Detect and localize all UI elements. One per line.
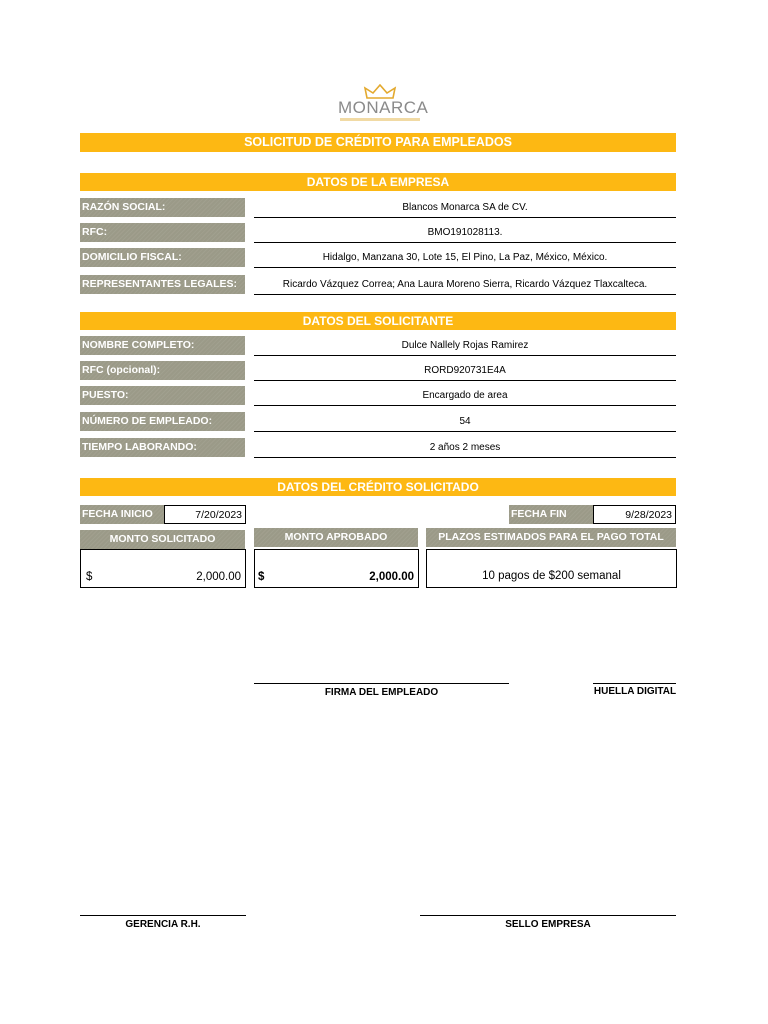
label-fecha-inicio: FECHA INICIO bbox=[80, 505, 164, 524]
label-fecha-fin: FECHA FIN bbox=[509, 505, 593, 524]
signature-line-gerencia bbox=[80, 915, 246, 916]
signature-line-empleado bbox=[254, 683, 509, 684]
currency-symbol: $ bbox=[258, 571, 265, 583]
value-fecha-inicio[interactable]: 7/20/2023 bbox=[164, 505, 246, 524]
header-monto-solicitado: MONTO SOLICITADO bbox=[80, 530, 245, 549]
value-rfc-empresa[interactable]: BMO191028113. bbox=[254, 223, 676, 243]
signature-line-huella bbox=[593, 683, 676, 684]
value-fecha-fin[interactable]: 9/28/2023 bbox=[593, 505, 676, 524]
signature-line-sello bbox=[420, 915, 676, 916]
label-firma-empleado: FIRMA DEL EMPLEADO bbox=[324, 687, 439, 698]
monto-solicitado-box[interactable] bbox=[80, 549, 246, 588]
label-gerencia-rh: GERENCIA R.H. bbox=[125, 919, 201, 930]
value-domicilio-fiscal[interactable]: Hidalgo, Manzana 30, Lote 15, El Pino, La Paz, México, México. bbox=[254, 248, 676, 268]
label-tiempo-laborando: TIEMPO LABORANDO: bbox=[80, 438, 245, 457]
value-monto-aprobado: 2,000.00 bbox=[369, 571, 414, 583]
value-plazos: 10 pagos de $200 semanal bbox=[482, 570, 621, 582]
form-title: SOLICITUD DE CRÉDITO PARA EMPLEADOS bbox=[80, 133, 676, 152]
label-rfc-empresa: RFC: bbox=[80, 223, 245, 242]
value-nombre-completo[interactable]: Dulce Nallely Rojas Ramirez bbox=[254, 336, 676, 356]
label-huella-digital: HUELLA DIGITAL bbox=[593, 686, 677, 697]
label-nombre-completo: NOMBRE COMPLETO: bbox=[80, 336, 245, 355]
section-header-credito: DATOS DEL CRÉDITO SOLICITADO bbox=[80, 478, 676, 496]
logo-tagline-mark bbox=[340, 118, 420, 121]
value-rfc-solicitante[interactable]: RORD920731E4A bbox=[254, 361, 676, 381]
value-puesto[interactable]: Encargado de area bbox=[254, 386, 676, 406]
label-razon-social: RAZÓN SOCIAL: bbox=[80, 198, 245, 217]
label-numero-empleado: NÚMERO DE EMPLEADO: bbox=[80, 412, 245, 431]
label-representantes: REPRESENTANTES LEGALES: bbox=[80, 275, 245, 294]
plazos-box[interactable] bbox=[426, 549, 677, 588]
header-monto-aprobado: MONTO APROBADO bbox=[254, 528, 418, 547]
value-monto-solicitado: 2,000.00 bbox=[196, 571, 241, 583]
label-rfc-solicitante: RFC (opcional): bbox=[80, 361, 245, 380]
company-logo bbox=[330, 82, 430, 124]
section-header-empresa: DATOS DE LA EMPRESA bbox=[80, 173, 676, 191]
label-puesto: PUESTO: bbox=[80, 386, 245, 405]
logo-text: MONARCA bbox=[338, 98, 429, 117]
value-razon-social[interactable]: Blancos Monarca SA de CV. bbox=[254, 198, 676, 218]
value-numero-empleado[interactable]: 54 bbox=[254, 412, 676, 432]
value-tiempo-laborando[interactable]: 2 años 2 meses bbox=[254, 438, 676, 458]
value-representantes[interactable]: Ricardo Vázquez Correa; Ana Laura Moreno Sierra, Ricardo Vázquez Tlaxcalteca. bbox=[254, 275, 676, 295]
header-plazos: PLAZOS ESTIMADOS PARA EL PAGO TOTAL bbox=[426, 528, 676, 547]
section-header-solicitante: DATOS DEL SOLICITANTE bbox=[80, 312, 676, 330]
monto-aprobado-box[interactable] bbox=[254, 549, 419, 588]
currency-symbol: $ bbox=[86, 571, 93, 583]
label-domicilio-fiscal: DOMICILIO FISCAL: bbox=[80, 248, 245, 267]
label-sello-empresa: SELLO EMPRESA bbox=[505, 919, 591, 930]
